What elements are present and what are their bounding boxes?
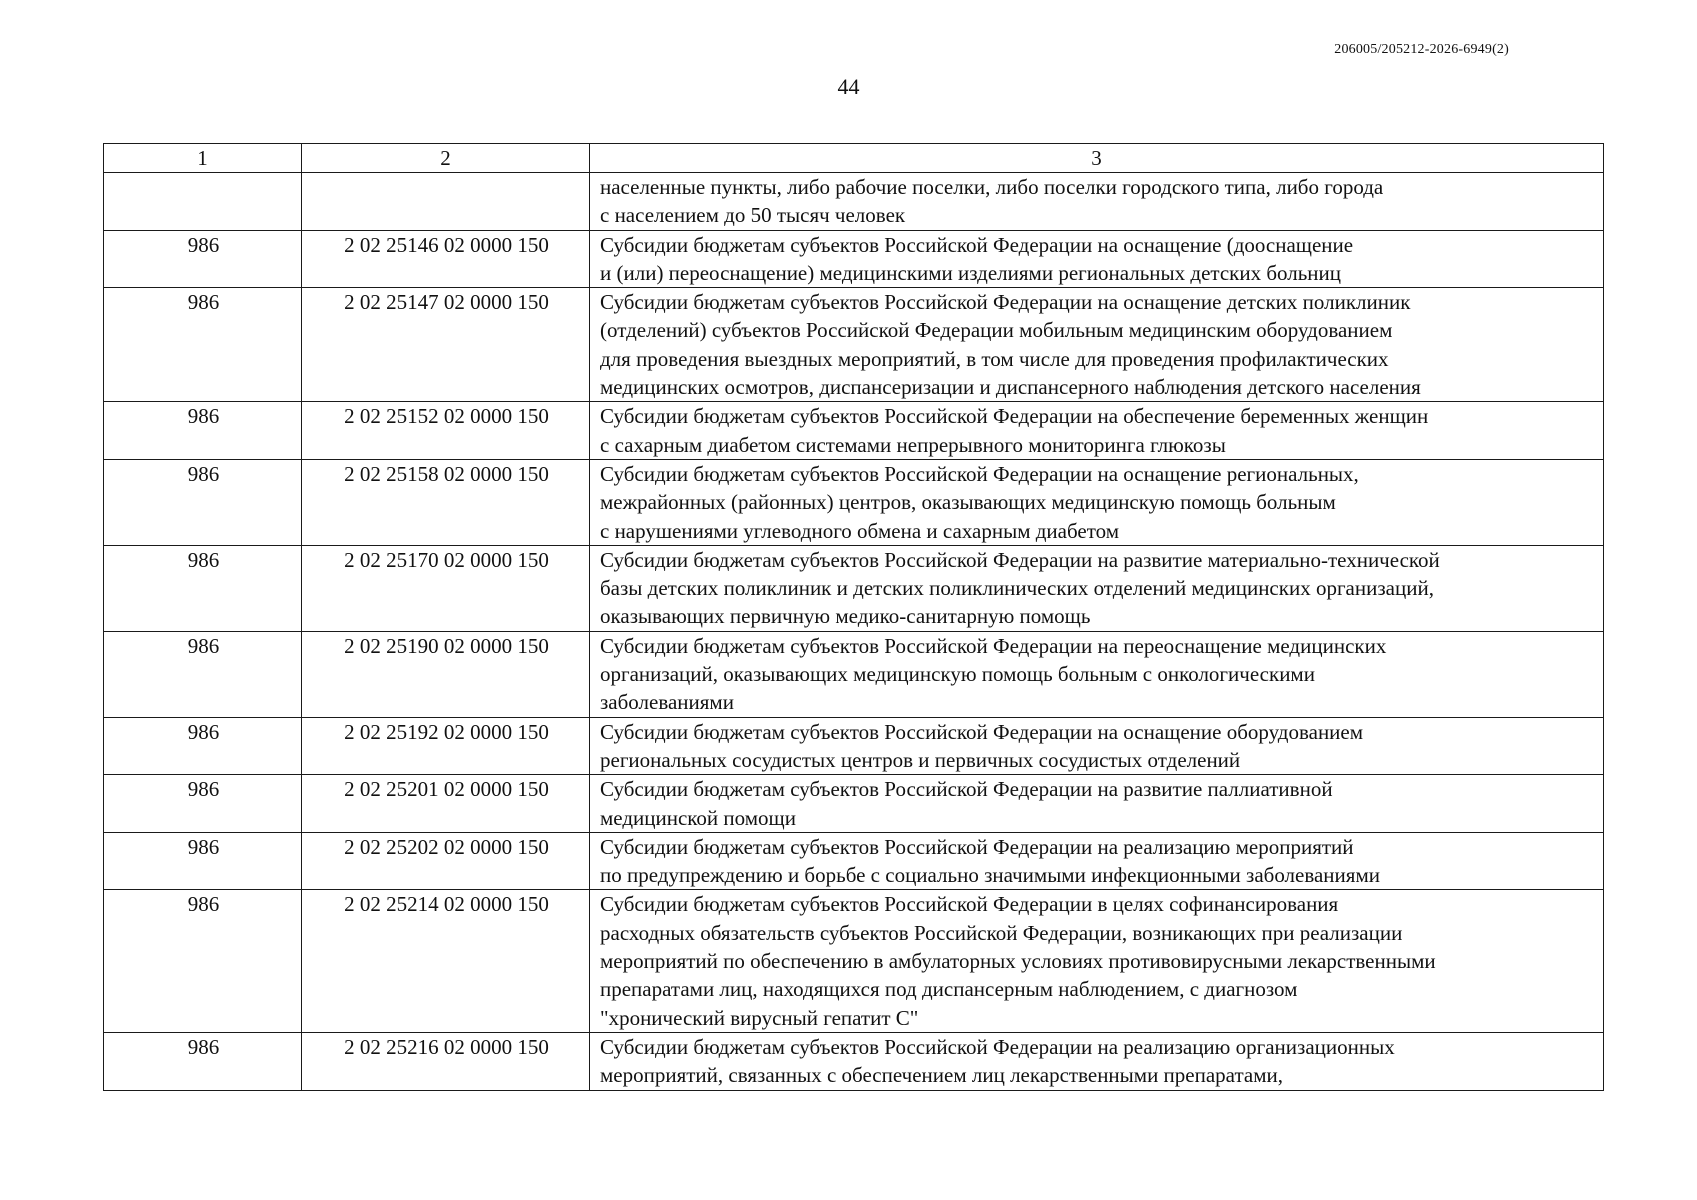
description-cell [590,230,1604,288]
table-row [104,402,1604,460]
budget-code-cell: 2 02 25152 02 0000 150 [302,402,590,460]
budget-code-cell: 2 02 25158 02 0000 150 [302,459,590,545]
budget-code-cell: 2 02 25192 02 0000 150 [302,717,590,775]
description-line: с нарушениями углеводного обмена и сахарным диабетом [600,518,1120,543]
description-line: (отделений) субъектов Российской Федерации мобильным медицинским оборудованием [600,318,1393,343]
description-line: Субсидии бюджетам субъектов Российской Федерации на реализацию мероприятий [600,834,1354,859]
description-line: населенные пункты, либо рабочие поселки, либо поселки городского типа, либо города [600,175,1384,199]
description-line: расходных обязательств субъектов Российской Федерации, возникающих при реализации [600,920,1403,945]
description-line: межрайонных (районных) центров, оказывающих медицинскую помощь больным [600,490,1336,515]
budget-classification-table [103,143,1604,1091]
admin-code-cell: 986 [104,717,302,775]
admin-code-cell: 986 [104,1032,302,1090]
page-number: 44 [837,74,860,99]
table-row [104,717,1604,775]
description-line: с населением до 50 тысяч человек [600,203,906,228]
budget-code-cell [302,173,590,231]
description-line: по предупреждению и борьбе с социально значимыми инфекционными заболеваниями [600,863,1380,888]
description-cell [590,459,1604,545]
description-line: Субсидии бюджетам субъектов Российской Федерации на обеспечение беременных женщин [600,404,1429,429]
description-line: медицинских осмотров, диспансеризации и диспансерного наблюдения детского населения [600,375,1421,400]
admin-code-cell: 986 [104,288,302,402]
table-row [104,890,1604,1032]
table-row [104,1032,1604,1090]
budget-code-cell: 2 02 25202 02 0000 150 [302,832,590,890]
description-line: и (или) переоснащение) медицинскими изделиями региональных детских больниц [600,260,1342,285]
description-line: Субсидии бюджетам субъектов Российской Федерации на переоснащение медицинских [600,633,1387,658]
description-line: препаратами лиц, находящихся под диспансерным наблюдением, с диагнозом [600,977,1298,1002]
document-id: 206005/205212-2026-6949(2) [1334,42,1509,57]
description-line: Субсидии бюджетам субъектов Российской Федерации на оснащение региональных, [600,461,1359,486]
budget-code-cell: 2 02 25216 02 0000 150 [302,1032,590,1090]
description-line: "хронический вирусный гепатит С" [600,1005,919,1030]
table-row [104,545,1604,631]
column-header-2: 2 [302,144,590,173]
table-row [104,230,1604,288]
column-header-1: 1 [104,144,302,173]
description-line: мероприятий по обеспечению в амбулаторных условиях противовирусными лекарственными [600,949,1436,974]
table-body [104,173,1604,1091]
description-cell [590,775,1604,833]
description-line: заболеваниями [600,690,734,715]
description-line: Субсидии бюджетам субъектов Российской Федерации на оснащение детских поликлиник [600,290,1411,315]
budget-code-cell: 2 02 25201 02 0000 150 [302,775,590,833]
description-line: организаций, оказывающих медицинскую помощь больным с онкологическими [600,662,1315,687]
admin-code-cell [104,173,302,231]
admin-code-cell: 986 [104,775,302,833]
admin-code-cell: 986 [104,230,302,288]
admin-code-cell: 986 [104,402,302,460]
admin-code-cell: 986 [104,631,302,717]
description-cell [590,832,1604,890]
admin-code-cell: 986 [104,545,302,631]
description-cell [590,717,1604,775]
description-line: Субсидии бюджетам субъектов Российской Федерации в целях софинансирования [600,892,1339,917]
description-line: Субсидии бюджетам субъектов Российской Федерации на развитие паллиативной [600,777,1333,802]
description-line: Субсидии бюджетам субъектов Российской Федерации на оснащение оборудованием [600,719,1364,744]
description-line: Субсидии бюджетам субъектов Российской Федерации на развитие материально-технической [600,547,1440,572]
description-line: с сахарным диабетом системами непрерывного мониторинга глюкозы [600,432,1226,457]
description-line: базы детских поликлиник и детских поликлинических отделений медицинских организаций, [600,576,1434,601]
description-line: для проведения выездных мероприятий, в том числе для проведения профилактических [600,346,1389,371]
description-cell [590,402,1604,460]
table-row [104,288,1604,402]
description-cell [590,173,1604,231]
description-line: Субсидии бюджетам субъектов Российской Федерации на оснащение (дооснащение [600,232,1354,257]
admin-code-cell: 986 [104,890,302,1032]
table-row [104,775,1604,833]
description-line: оказывающих первичную медико-санитарную помощь [600,604,1091,629]
budget-code-cell: 2 02 25146 02 0000 150 [302,230,590,288]
column-header-3: 3 [590,144,1604,173]
description-cell [590,288,1604,402]
table-header-row [104,144,1604,173]
admin-code-cell: 986 [104,832,302,890]
description-cell [590,545,1604,631]
budget-code-cell: 2 02 25147 02 0000 150 [302,288,590,402]
budget-code-cell: 2 02 25190 02 0000 150 [302,631,590,717]
description-line: мероприятий, связанных с обеспечением лиц лекарственными препаратами, [600,1063,1283,1088]
description-cell [590,631,1604,717]
table-row [104,173,1604,231]
description-cell [590,1032,1604,1090]
description-line: медицинской помощи [600,805,796,830]
table-row [104,459,1604,545]
table-row [104,832,1604,890]
description-line: региональных сосудистых центров и первичных сосудистых отделений [600,747,1241,772]
admin-code-cell: 986 [104,459,302,545]
description-cell [590,890,1604,1032]
table-row [104,631,1604,717]
budget-code-cell: 2 02 25170 02 0000 150 [302,545,590,631]
budget-code-cell: 2 02 25214 02 0000 150 [302,890,590,1032]
description-line: Субсидии бюджетам субъектов Российской Федерации на реализацию организационных [600,1034,1395,1059]
